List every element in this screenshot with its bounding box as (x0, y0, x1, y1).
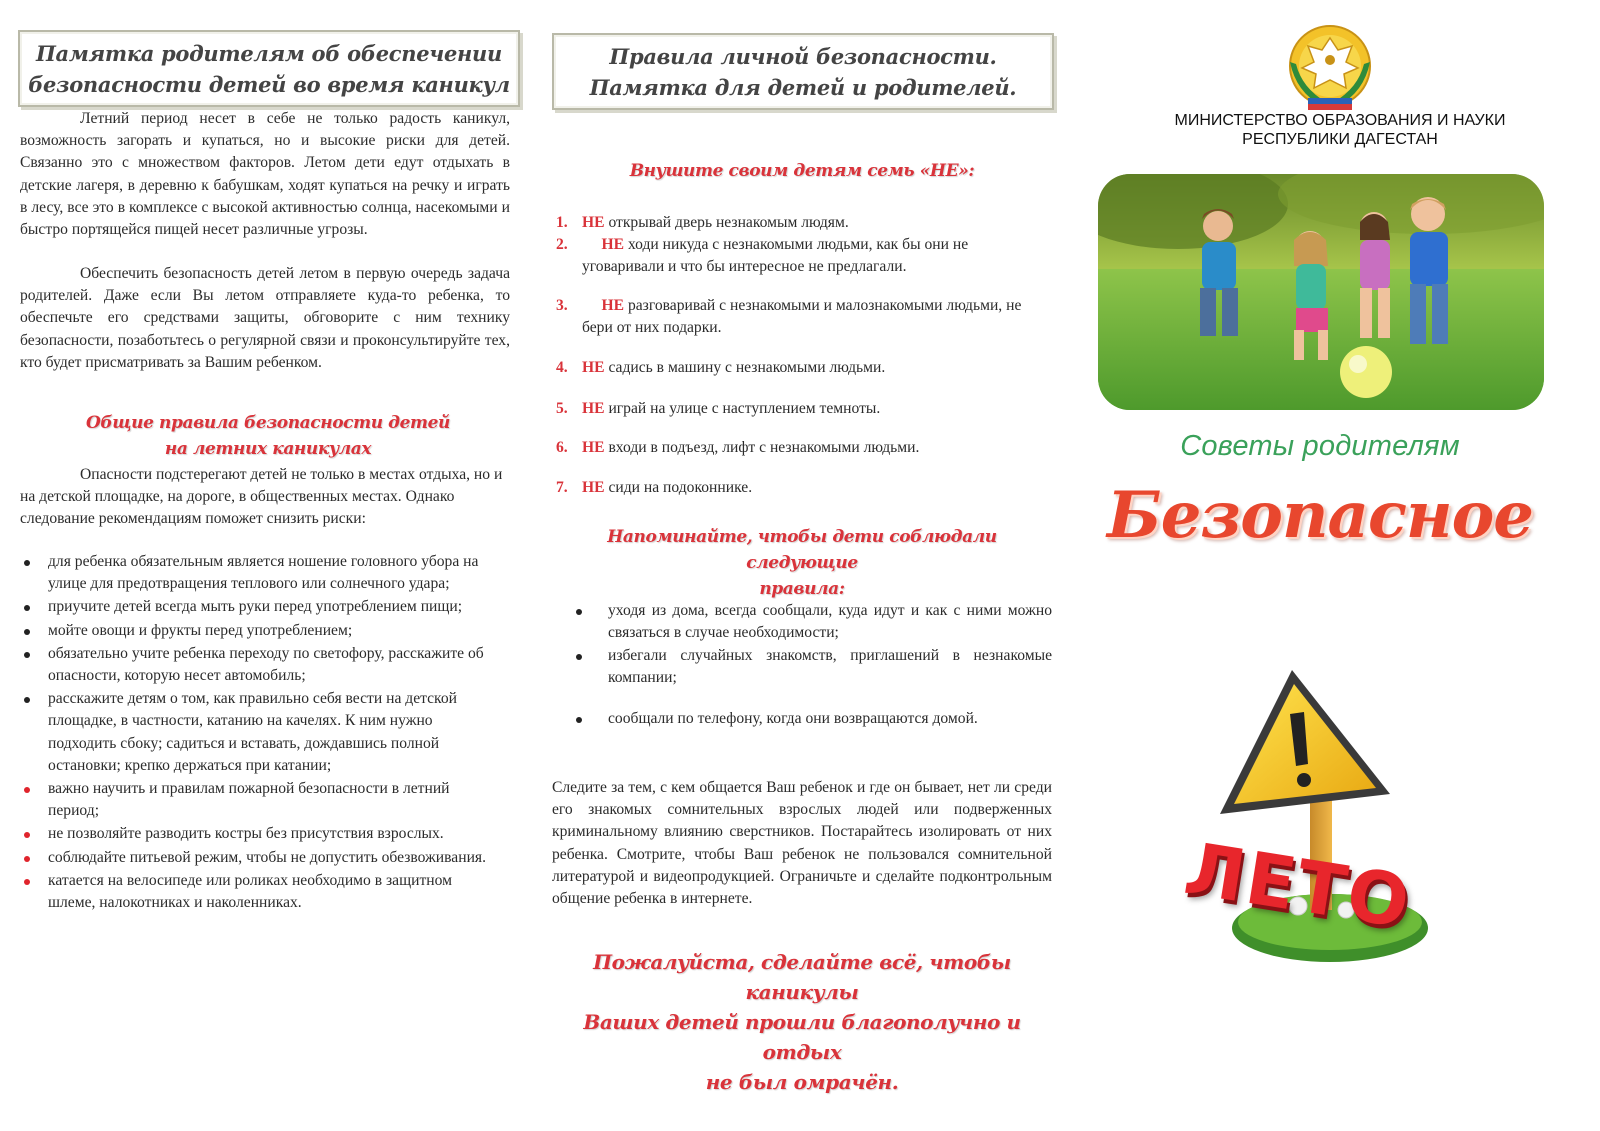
list-item: для ребенка обязательным является ношение головного убора на улице для предотвращения теплового или солнечного удара; (20, 551, 502, 595)
ministry-line-2: РЕСПУБЛИКИ ДАГЕСТАН (1242, 131, 1438, 148)
safety-title-line-2: Памятка для детей и родителей. (589, 74, 1017, 100)
list-item: сообщали по телефону, когда они возвращаются домой. (572, 708, 1052, 730)
cover-subtitle: Советы родителям (1180, 430, 1460, 462)
list-item: 3. НЕ разговаривай с незнакомыми и малознакомыми людьми, не бери от них подарки. (556, 297, 1022, 337)
remind-heading-line-2: правила: (759, 579, 845, 599)
bullet-dot-icon (24, 787, 30, 793)
list-item: соблюдайте питьевой режим, чтобы не допустить обезвоживания. (20, 847, 502, 869)
list-item: 1. НЕ открывай дверь незнакомым людям. (556, 214, 849, 231)
general-rules-heading-line-2: на летних каникулах (164, 439, 372, 459)
bullet-dot-icon (576, 609, 582, 615)
bullet-dot-icon (576, 717, 582, 723)
list-item: 7. НЕ сиди на подоконнике. (556, 479, 753, 496)
general-rules-list (20, 551, 502, 915)
bullet-dot-icon (24, 697, 30, 703)
bullet-dot-icon (24, 605, 30, 611)
bullet-dot-icon (24, 629, 30, 635)
children-playing-photo (1098, 174, 1544, 410)
bullet-dot-icon (576, 654, 582, 660)
safety-title-box (552, 33, 1054, 110)
watch-paragraph: Следите за тем, с кем общается Ваш ребенок и где он бывает, нет ли среди его знакомых сомнительных взрослых людей или подверженных криминальному влиянию сверстников. Постарайтесь изолировать от них ребенка. Смотрите, чтобы Ваш ребенок не пользовался сомнительной литературой и видеопродукцией. Ограничьте и сделайте подконтрольным общение ребенка в интернете. (552, 779, 1052, 908)
list-item: уходя из дома, всегда сообщали, куда идут и как с ними можно связаться в случае необходимости; (572, 600, 1052, 644)
closing-line-2: Ваших детей прошли благополучно и отдых (583, 1010, 1021, 1064)
ministry-name (1100, 111, 1580, 149)
remind-heading-line-1: Напоминайте, чтобы дети соблюдали следующие (607, 527, 997, 573)
general-rules-intro: Опасности подстерегают детей не только в местах отдыха, но и на детской площадке, на дороге, в общественных местах. Однако следование рекомендациям поможет снизить риски: (20, 466, 503, 528)
summer-sign-text: ЛЕТО (1179, 826, 1417, 945)
memo-title-line-2: безопасности детей во время каникул (28, 71, 510, 97)
closing-appeal (552, 947, 1052, 1097)
bullet-dot-icon (24, 832, 30, 838)
memo-title-line-1: Памятка родителям об обеспечении (35, 40, 502, 66)
list-item: избегали случайных знакомств, приглашений в незнакомые компании; (572, 645, 1052, 689)
list-item: 5. НЕ играй на улице с наступлением темноты. (556, 400, 881, 417)
list-item: не позволяйте разводить костры без присутствия взрослых. (20, 823, 502, 845)
list-item: 6. НЕ входи в подъезд, лифт с незнакомыми людьми. (556, 439, 920, 456)
intro-paragraph-1: Летний период несет в себе не только радость каникул, возможность загорать и купаться, но и высокие риски для детей. Связанно это с множеством факторов. Летом дети едут отдыхать в детские лагеря, в деревню к бабушкам, ходят купаться на речку и играть в лесу, все это в комплексе с высокой активностью солнца, насекомыми и быстро портящейся пищей несет различные угрозы. (20, 110, 510, 239)
bullet-dot-icon (24, 652, 30, 658)
closing-line-1: Пожалуйста, сделайте всё, чтобы каникулы (593, 950, 1011, 1004)
ministry-line-1: МИНИСТЕРСТВО ОБРАЗОВАНИЯ И НАУКИ (1174, 112, 1506, 129)
list-item: важно научить и правилам пожарной безопасности в летний период; (20, 778, 502, 822)
intro-paragraph-2: Обеспечить безопасность детей летом в первую очередь задача родителей. Даже если Вы летом отправляете куда-то ребенка, то обеспечьте его средствами защиты, обговорите с ним технику безопасности, позаботьтесь о регулярной связи и проконсультируйте тех, кто будет присматривать за Вашим ребенком. (20, 265, 510, 371)
bullet-dot-icon (24, 560, 30, 566)
general-rules-heading (18, 410, 518, 462)
closing-line-3: не был омрачён. (705, 1070, 899, 1094)
list-item: обязательно учите ребенка переходу по светофору, расскажите об опасности, которую несет автомобиль; (20, 643, 502, 687)
bullet-dot-icon (24, 879, 30, 885)
remind-heading (552, 524, 1052, 602)
seven-ne-heading: Внушите своим детям семь «НЕ»: (629, 161, 975, 181)
list-item: катается на велосипеде или роликах необходимо в защитном шлеме, налокотниках и наколенниках. (20, 870, 502, 914)
dagestan-emblem-icon (1282, 22, 1378, 114)
general-rules-heading-line-1: Общие правила безопасности детей (86, 413, 450, 433)
list-item: 4. НЕ садись в машину с незнакомыми людьми. (556, 359, 886, 376)
list-item: 2. НЕ ходи никуда с незнакомыми людьми, как бы они не уговаривали и что бы интересное не предлагали. (556, 236, 969, 276)
list-item: расскажите детям о том, как правильно себя вести на детской площадке, в частности, катанию на качелях. К ним нужно подходить сбоку; садиться и вставать, дождавшись полной остановки; крепко держаться при катании; (20, 688, 502, 777)
memo-title-box (18, 30, 520, 107)
list-item: мойте овощи и фрукты перед употреблением; (20, 620, 502, 642)
safety-title-line-1: Правила личной безопасности. (609, 43, 997, 69)
list-item: приучите детей всегда мыть руки перед употреблением пищи; (20, 596, 502, 618)
cover-title: Безопасное (1107, 478, 1533, 553)
bullet-dot-icon (24, 856, 30, 862)
